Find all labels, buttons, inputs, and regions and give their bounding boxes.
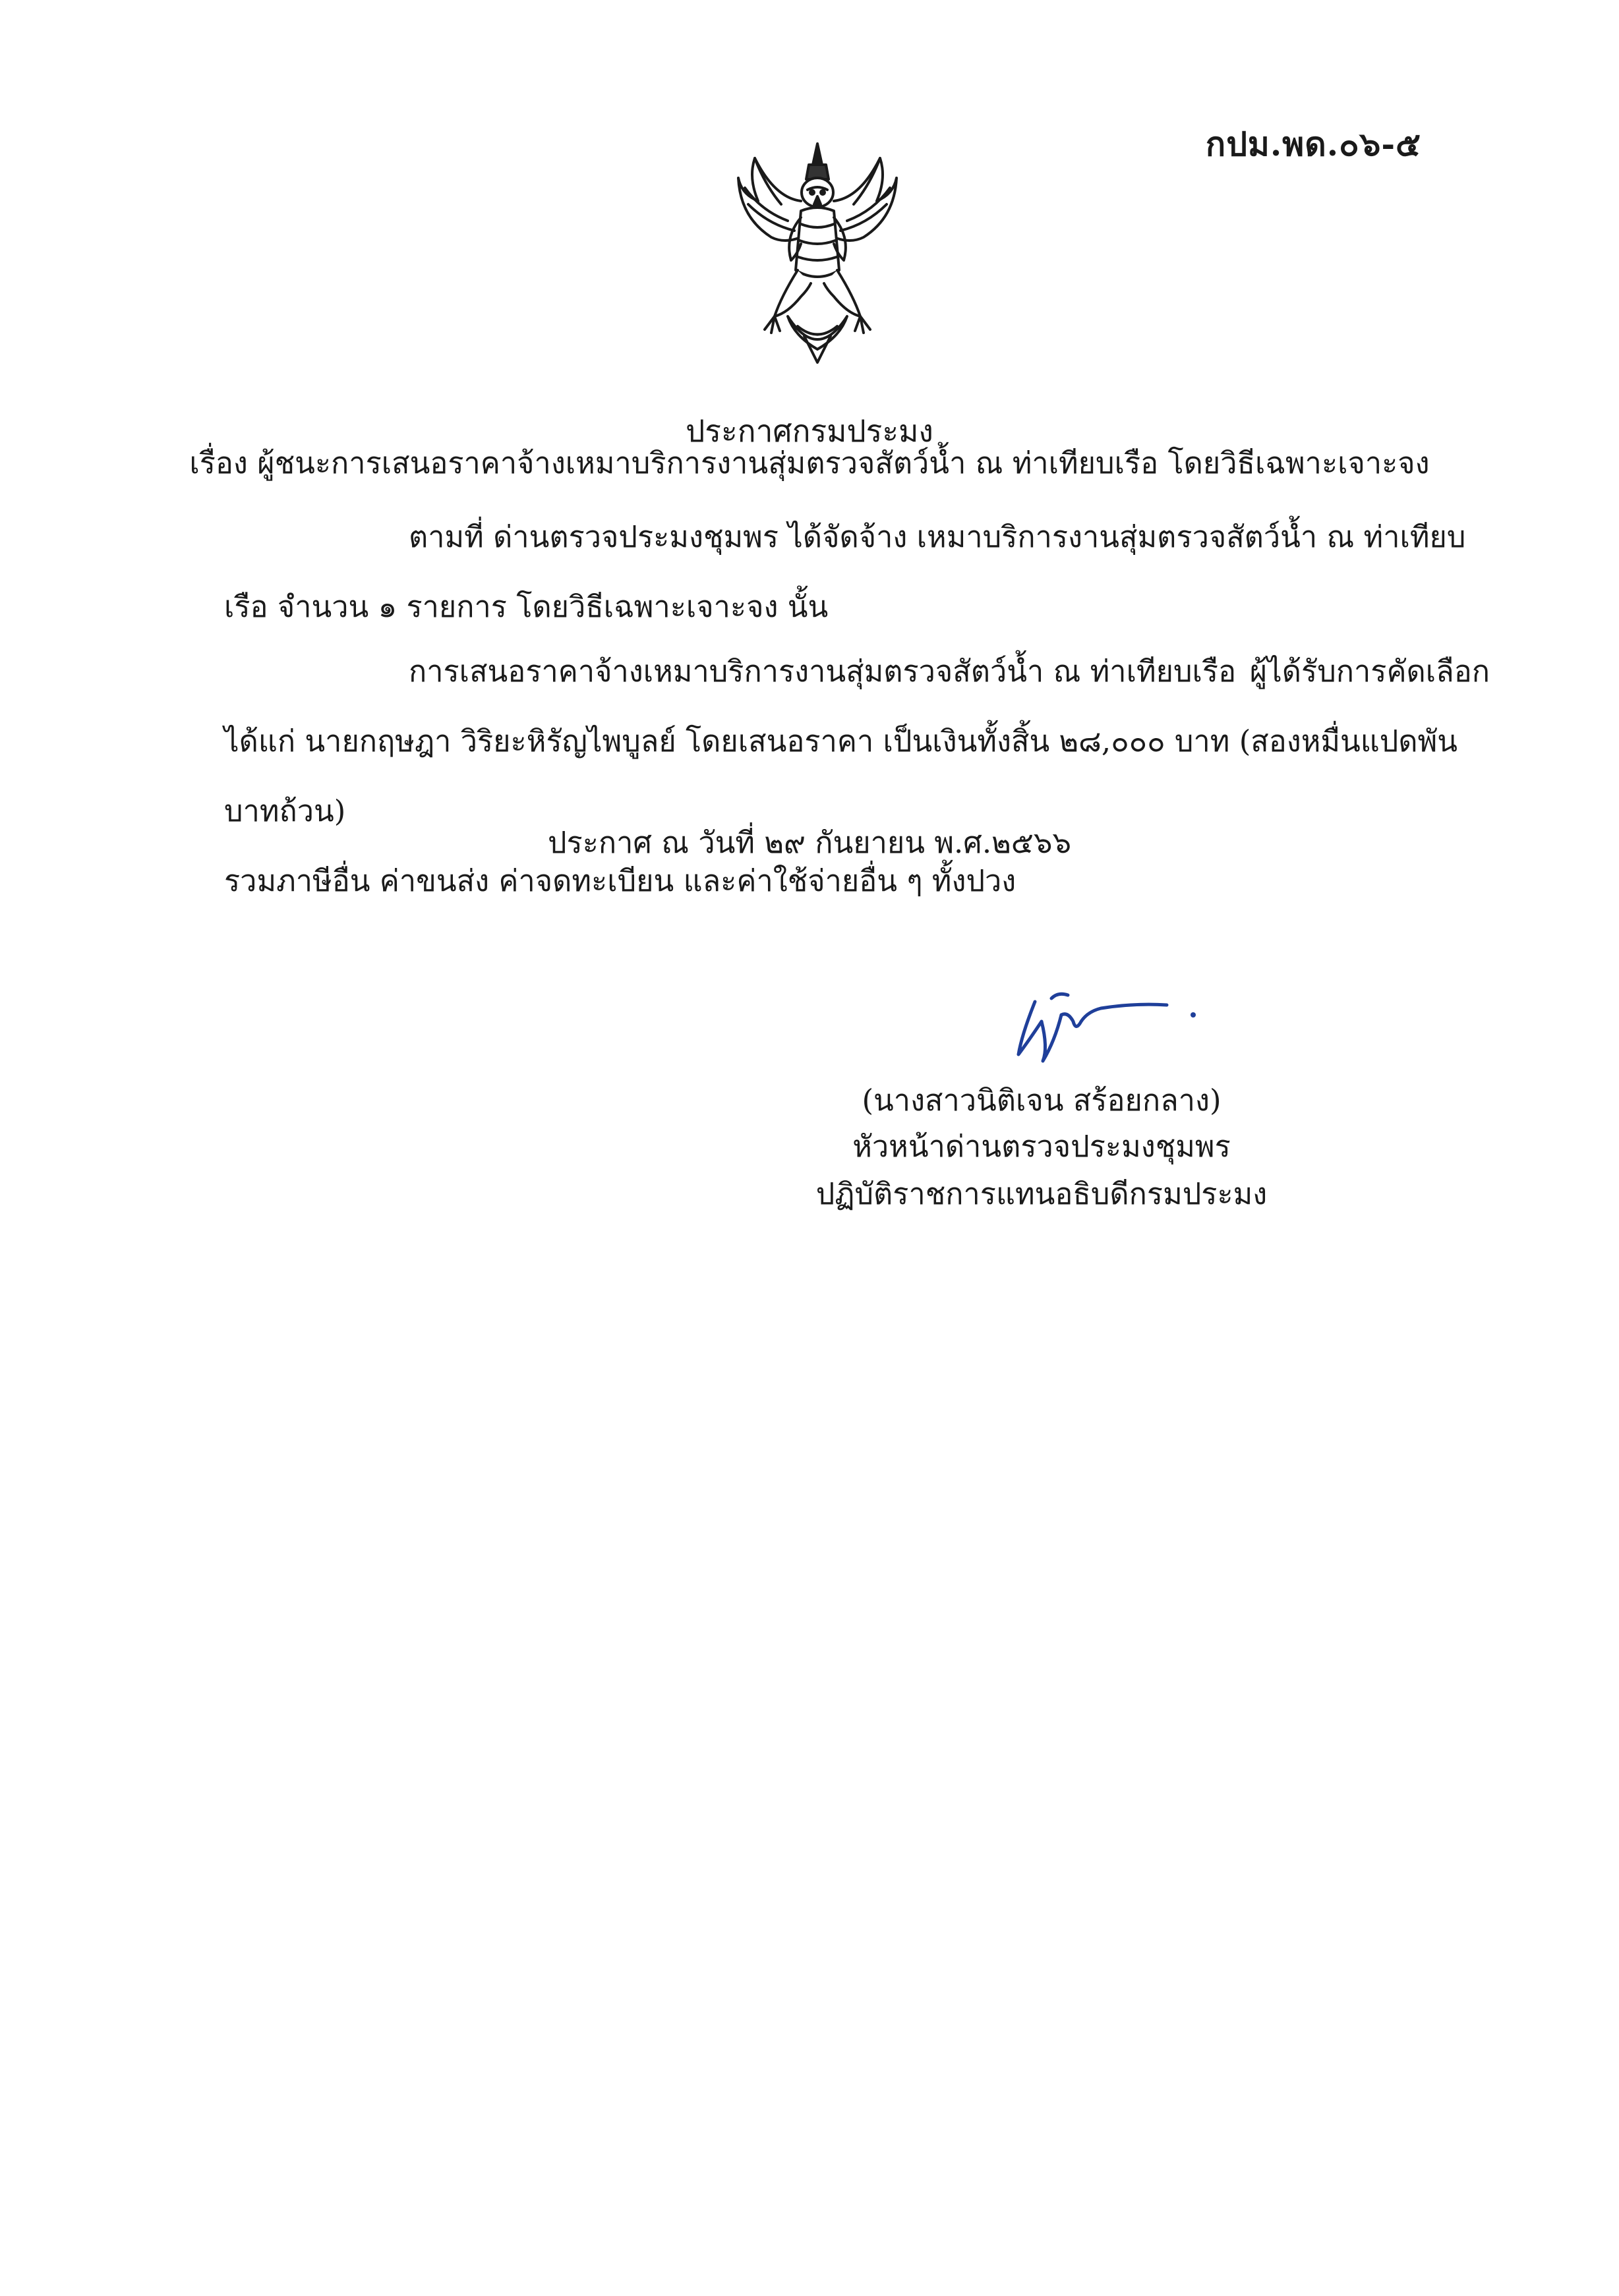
garuda-emblem-icon (735, 138, 900, 369)
signature-image (995, 975, 1213, 1081)
paragraph-2-line-1 (224, 637, 1490, 706)
paragraph-1: ตามที่ ด่านตรวจประมงชุมพร ได้จัดจ้าง เหมาบริการงานสุ่มตรวจสัตว์น้ำ ณ ท่าเทียบเรือ จำนวน ๑ รายการ โดยวิธีเฉพาะเจาะจง นั้น (224, 519, 1466, 624)
document-code: กปม.พด.๐๖-๕ (1205, 125, 1421, 163)
paragraph-2 (224, 637, 1490, 916)
paragraph-2-line-1-left: การเสนอราคาจ้างเหมาบริการงานสุ่มตรวจสัตว์น้ำ ณ ท่าเทียบเรือ (409, 654, 1237, 689)
document-subject: เรื่อง ผู้ชนะการเสนอราคาจ้างเหมาบริการงานสุ่มตรวจสัตว์น้ำ ณ ท่าเทียบเรือ โดยวิธีเฉพาะเจาะจง (189, 445, 1430, 480)
signer-name: (นางสาวนิติเจน สร้อยกลาง) (862, 1083, 1222, 1118)
paragraph-2-line-1-right: ผู้ได้รับการคัดเลือก (1249, 654, 1490, 689)
signer-position: หัวหน้าด่านตรวจประมงชุมพร (852, 1129, 1231, 1164)
paragraph-2-line-3: รวมภาษีอื่น ค่าขนส่ง ค่าจดทะเบียน และค่าใช้จ่ายอื่น ๆ ทั้งปวง (224, 863, 1016, 898)
announce-date: ประกาศ ณ วันที่ ๒๙ กันยายน พ.ศ.๒๕๖๖ (547, 825, 1072, 860)
paragraph-2-line-2: ได้แก่ นายกฤษฎา วิริยะหิรัญไพบูลย์ โดยเสนอราคา เป็นเงินทั้งสิ้น ๒๘,๐๐๐ บาท (สองหมื่นแปดพันบาทถ้วน) (224, 724, 1458, 828)
signer-acting: ปฏิบัติราชการแทนอธิบดีกรมประมง (815, 1176, 1268, 1211)
document-title: ประกาศกรมประมง (686, 413, 933, 449)
